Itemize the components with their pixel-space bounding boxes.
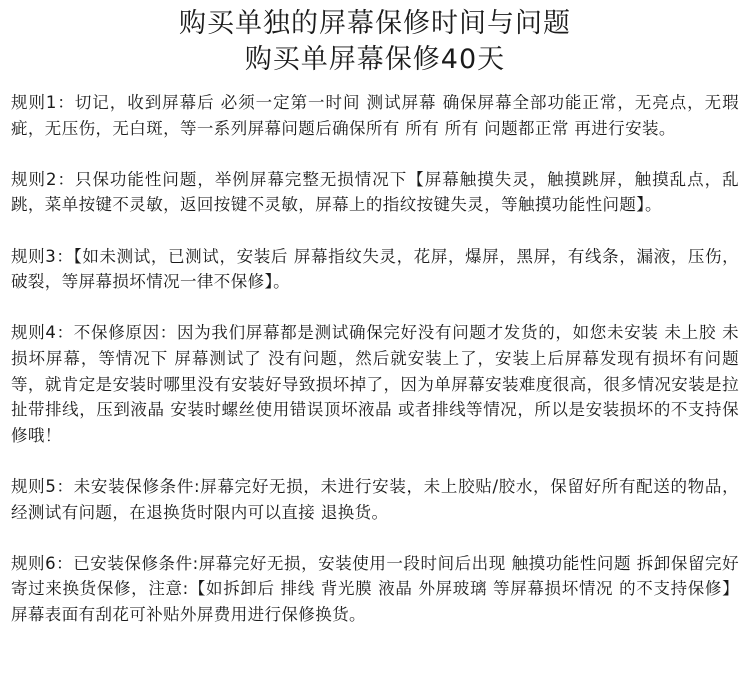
title-block (11, 0, 739, 78)
rule-6-text: 规则6：已安装保修条件:屏幕完好无损，安装使用一段时间后出现 触摸功能性问题 拆卸保留完好寄过来换货保修，注意:【如拆卸后 排线 背光膜 液晶 外屏玻璃 等屏幕损坏情况 的不支持保修】屏幕表面有刮花可补贴外屏费用进行保修换货。 (11, 553, 739, 624)
rules-list (11, 90, 739, 627)
page-title: 购买单独的屏幕保修时间与问题 (179, 8, 571, 39)
rule-5-text: 规则5：未安装保修条件:屏幕完好无损，未进行安装，未上胶贴/胶水，保留好所有配送的物品，经测试有问题，在退换货时限内可以直接 退换货。 (11, 476, 739, 522)
rule-4-text: 规则4：不保修原因：因为我们屏幕都是测试确保完好没有问题才发货的，如您未安装 未上胶 未损坏屏幕，等情况下 屏幕测试了 没有问题，然后就安装上了，安装上后屏幕发现有损坏有问题等，就肯定是安装时哪里没有安装好导致损坏掉了，因为单屏幕安装难度很高，很多情况安装是拉扯带排线，压到液晶 安装时螺丝使用错误顶坏液晶 或者排线等情况，所以是安装损坏的不支持保修哦！ (11, 323, 739, 445)
rule-1-text: 规则1：切记，收到屏幕后 必须一定第一时间 测试屏幕 确保屏幕全部功能正常，无亮点，无瑕疵，无压伤，无白斑，等一系列屏幕问题后确保所有 所有 所有 问题都正常 再进行安装。 (11, 93, 739, 138)
rule-2-text: 规则2：只保功能性问题，举例屏幕完整无损情况下【屏幕触摸失灵，触摸跳屏，触摸乱点，乱跳，菜单按键不灵敏，返回按键不灵敏，屏幕上的指纹按键失灵，等触摸功能性问题】。 (11, 169, 739, 215)
page-subtitle: 购买单屏幕保修40天 (244, 44, 506, 75)
rule-3-text: 规则3：【如未测试，已测试，安装后 屏幕指纹失灵，花屏，爆屏，黑屏，有线条，漏液，压伤，破裂，等屏幕损坏情况一律不保修】。 (11, 246, 739, 292)
